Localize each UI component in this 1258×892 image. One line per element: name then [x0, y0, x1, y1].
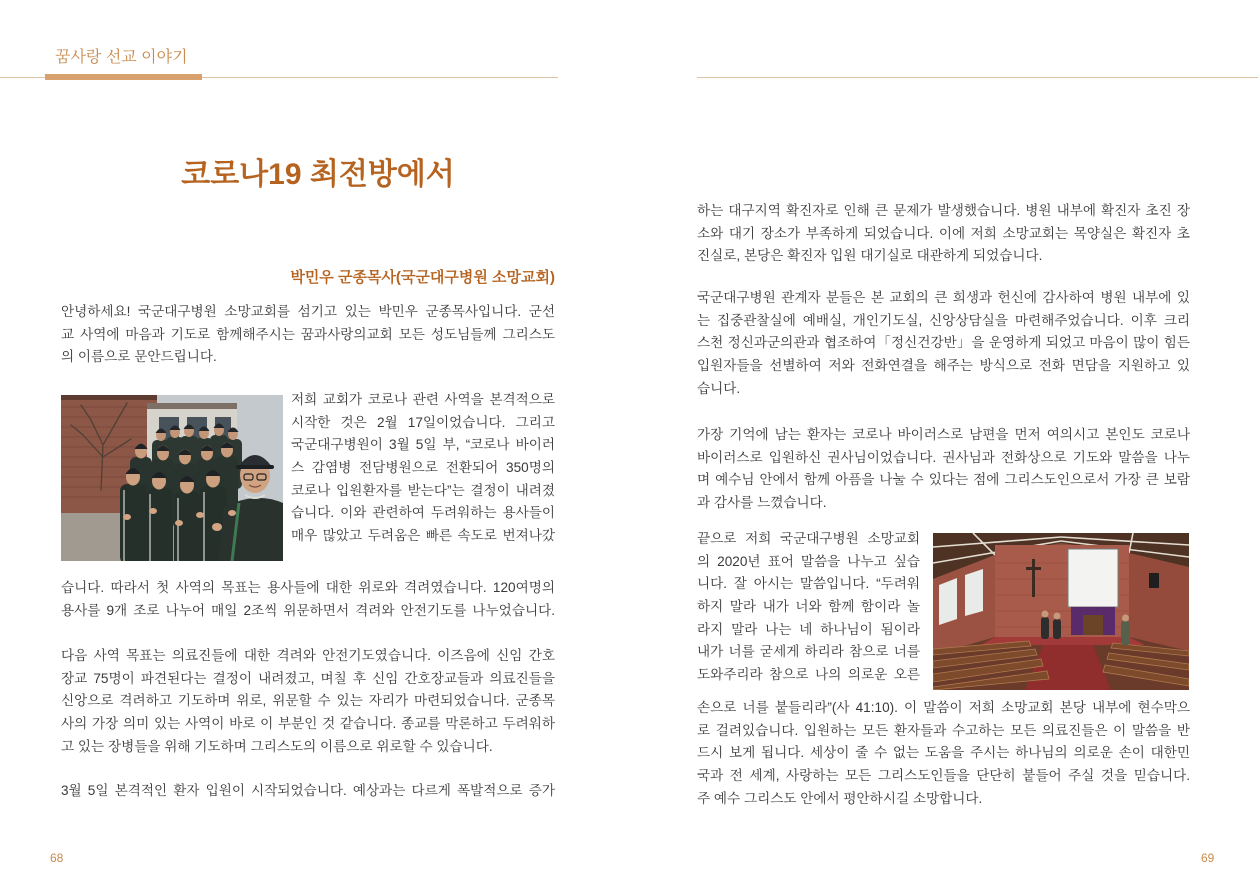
- text-line: 손으로 너를 붙들리라”(사 41:10). 이 말씀이 저희 소망교회 본당 내부에 현수막으: [697, 700, 1190, 715]
- text-line: 는 집중관찰실에 예배실, 개인기도실, 신앙상담실을 마련해주었습니다. 이후 크리: [697, 312, 1190, 328]
- projection-screen: [1068, 549, 1118, 607]
- text-line: 스천 정신과군의관과 협조하여「정신건강반」을 운영하게 되었고 마음이 많이 힘든: [697, 335, 1190, 351]
- paragraph-second-mission: [61, 645, 555, 758]
- text-line: 사의 가장 의미 있는 사역이 바로 이 부분인 것 같습니다. 종교를 막론하고 두려워하: [61, 716, 555, 732]
- page-number: 68: [50, 851, 64, 865]
- text-line: 끝으로 저희 국군대구병원 소망교회: [697, 531, 920, 546]
- page-number: 69: [1201, 851, 1215, 865]
- text-line: 하는 대구지역 확진자로 인해 큰 문제가 발생했습니다. 병원 내부에 확진자 초진 장: [697, 203, 1190, 218]
- photo-church-interior: [933, 533, 1189, 690]
- text-line: 진실로, 본당은 확진자 입원 대기실로 대관하게 되었습니다.: [697, 248, 1043, 264]
- text-line: 입원자들을 선별하여 저와 전화연결을 해주는 방식으로 전화 면담을 지원하고 있: [697, 358, 1190, 374]
- text-line: 라지 말라 나는 네 하나님이 됨이라: [697, 621, 920, 637]
- text-line: 매우 많았고 두려움은 빠른 속도로 번져나갔: [291, 528, 555, 544]
- text-line: 교 사역에 마음과 기도로 함께해주시는 꿈과사랑의교회 모든 성도님들께 그리스도: [61, 326, 555, 342]
- text-line: 습니다. 이와 관련하여 두려워하는 용사들이: [291, 505, 555, 521]
- text-line: 시작한 것은 2월 17일이었습니다. 그리고: [291, 414, 555, 430]
- paragraph-beside-photo: [291, 389, 555, 548]
- right-wall: [1129, 553, 1189, 651]
- altar: [1071, 607, 1115, 635]
- text-line: 코로나 입원환자를 받는다”는 결정이 내려졌: [291, 482, 555, 498]
- page-right: [629, 0, 1258, 892]
- paragraph-beside-photo: [697, 528, 920, 687]
- text-line: 국과 전 세계, 사랑하는 모든 그리스도인들을 단단히 붙들어 주실 것을 믿습니다.: [697, 768, 1190, 784]
- header-accent-bar: [45, 74, 202, 80]
- text-line: 과 감사를 느꼈습니다.: [697, 495, 827, 511]
- text-line: 의 2020년 표어 말씀을 나누고 싶습: [697, 553, 920, 569]
- paragraph-admission: [61, 780, 555, 803]
- text-line: 장교 75명이 파견된다는 결정이 내려졌고, 며칠 후 신임 간호장교들과 의료진들을: [61, 670, 555, 686]
- text-line: 습니다.: [697, 380, 741, 396]
- text-line: 니다. 잘 아시는 말씀입니다. “두려워: [697, 576, 920, 592]
- text-line: 도와주리라 참으로 나의 의로운 오른: [697, 667, 920, 683]
- text-line: 주 예수 그리스도 안에서 평안하시길 소망합니다.: [697, 790, 983, 806]
- byline: 박민우 군종목사(국군대구병원 소망교회): [290, 269, 555, 286]
- paragraph-closing: [697, 697, 1190, 810]
- paragraph-first-mission: [61, 577, 555, 622]
- text-line: 3월 5일 본격적인 환자 입원이 시작되었습니다. 예상과는 다르게 폭발적으로 증가: [61, 783, 555, 798]
- text-line: 안녕하세요! 국군대구병원 소망교회를 섬기고 있는 박민우 군종목사입니다. 군선: [61, 304, 555, 319]
- text-line: 며 예수님 안에서 함께 아픔을 나눌 수 있다는 점에 그리스도인으로서 가장 큰 보람: [697, 472, 1190, 488]
- text-line: 스 감염병 전담병원으로 전환되어 350명의: [291, 460, 555, 476]
- text-line: 가장 기억에 남는 환자는 코로나 바이러스로 남편을 먼저 여의시고 본인도 코로나: [697, 427, 1190, 442]
- photo-soldiers-group: [61, 395, 283, 561]
- text-line: 드시 보게 됩니다. 세상이 줄 수 없는 도움을 주시는 하나님의 의로운 손이 대한민: [697, 745, 1190, 761]
- text-line: 내가 너를 굳세게 하리라 참으로 너를: [697, 644, 920, 660]
- text-line: 국군대구병원 관계자 분들은 본 교회의 큰 희생과 헌신에 감사하여 병원 내부에 있: [697, 290, 1190, 305]
- text-line: 고 있는 장병들을 위해 기도하며 그리스도의 이름으로 위로할 수 있습니다.: [61, 738, 493, 754]
- text-line: 하지 말라 내가 너와 함께 함이라 놀: [697, 599, 920, 615]
- text-line: 소와 대기 장소가 부족하게 되었습니다. 이에 저희 소망교회는 목양실은 확진자 초: [697, 225, 1190, 241]
- paragraph-hospital-support: [697, 287, 1190, 400]
- text-line: 로 걸려있습니다. 입원하는 모든 환자들과 수고하는 모든 의료진들은 이 말씀을 반: [697, 722, 1190, 738]
- text-line: 용사를 9개 조로 나누어 매일 2조씩 위문하면서 격려와 안전기도를 나누었습니다.: [61, 602, 555, 618]
- paragraph-memorable-patient: [697, 424, 1190, 515]
- text-line: 저희 교회가 코로나 관련 사역을 본격적으로: [291, 392, 555, 407]
- text-line: 국군대구병원이 3월 5일 부, “코로나 바이러: [291, 437, 555, 453]
- text-line: 습니다. 따라서 첫 사역의 목표는 용사들에 대한 위로와 격려였습니다. 120여명의: [61, 580, 555, 595]
- paragraph-greeting: [61, 301, 555, 369]
- text-line: 바이러스로 입원하신 권사님이었습니다. 권사님과 전화상으로 기도와 말씀을 나누: [697, 449, 1190, 465]
- article-title: 코로나19 최전방에서: [181, 158, 455, 191]
- speaker: [1149, 573, 1159, 588]
- text-line: 신앙으로 격려하고 기도하며 위로, 위문할 수 있는 자리가 마련되었습니다. 군종목: [61, 693, 555, 709]
- header-rule: [697, 77, 1258, 78]
- section-title: 꿈사랑 선교 이야기: [55, 49, 188, 66]
- text-line: 의 이름으로 문안드립니다.: [61, 349, 217, 365]
- paragraph-admission-continued: [697, 200, 1190, 268]
- text-line: 다음 사역 목표는 의료진들에 대한 격려와 안전기도였습니다. 이즈음에 신임 간호: [61, 648, 555, 663]
